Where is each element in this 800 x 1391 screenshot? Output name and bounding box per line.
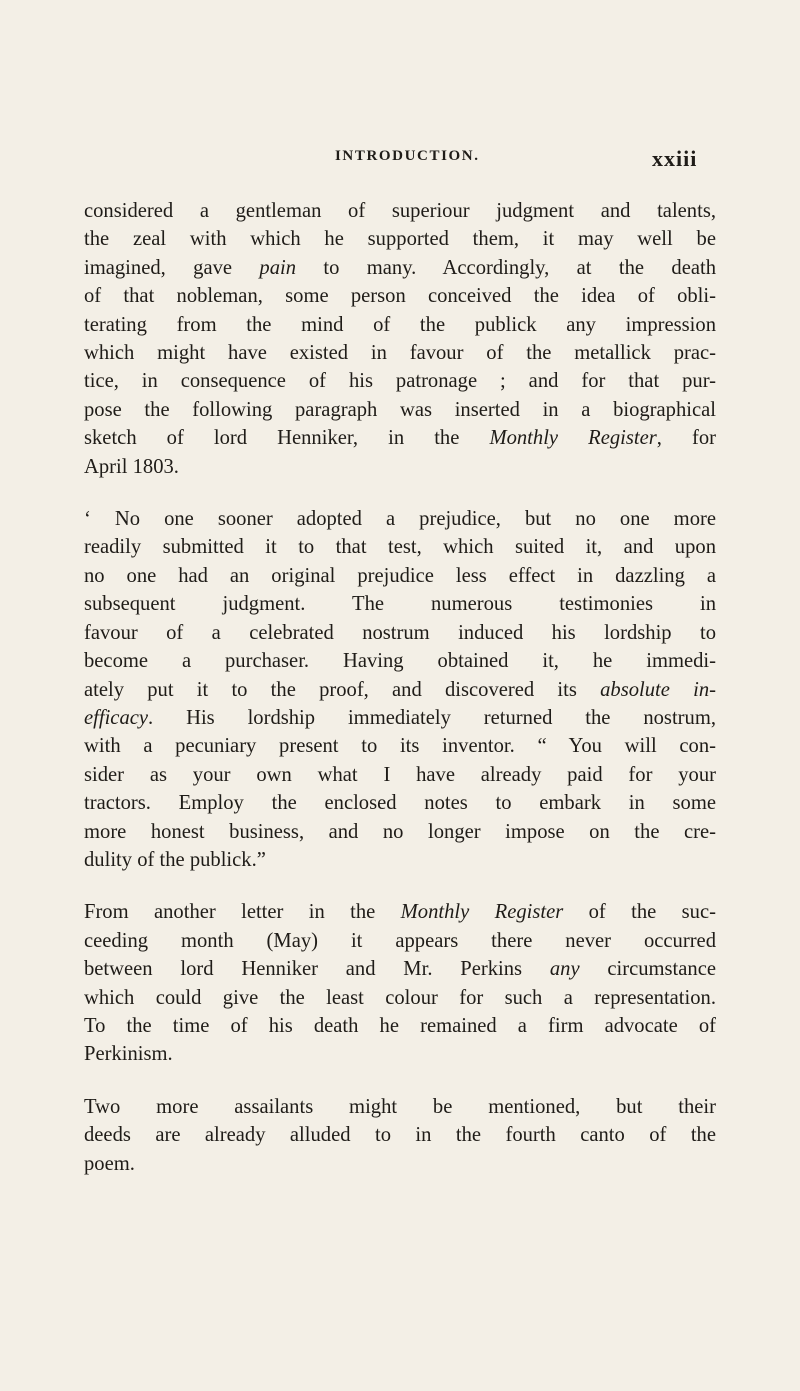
text-line <box>84 704 716 732</box>
text-line <box>84 619 716 647</box>
text-segment: which could give the least colour for such a representation. <box>84 986 716 1009</box>
paragraph <box>84 197 716 481</box>
text-line <box>84 562 716 590</box>
text-segment: sketch of lord Henniker, in the <box>84 427 490 450</box>
text-segment: tractors. Employ the enclosed notes to embark in some <box>84 792 716 815</box>
italic-text: absolute in- <box>600 678 716 701</box>
text-segment: deeds are already alluded to in the fourth canto of the <box>84 1124 716 1147</box>
page-header <box>0 148 800 178</box>
text-segment: dulity of the publick.” <box>84 848 266 871</box>
text-segment: tice, in consequence of his patronage ; and for that pur- <box>84 370 716 393</box>
text-segment: , for <box>656 427 716 450</box>
text-segment: readily submitted it to that test, which suited it, and upon <box>84 536 716 559</box>
text-line <box>84 367 716 395</box>
text-line <box>84 955 716 983</box>
text-segment: the zeal with which he supported them, it may well be <box>84 228 716 251</box>
text-line <box>84 453 716 481</box>
text-line <box>84 282 716 310</box>
paragraph <box>84 898 716 1068</box>
text-line <box>84 676 716 704</box>
italic-text: Monthly Register <box>489 427 657 450</box>
text-segment: of that nobleman, some person conceived the idea of obli- <box>84 285 716 308</box>
text-segment: Two more assailants might be mentioned, but their <box>84 1095 716 1118</box>
text-line <box>84 339 716 367</box>
text-line <box>84 254 716 282</box>
text-segment: April 1803. <box>84 455 179 478</box>
text-segment: no one had an original prejudice less effect in dazzling a <box>84 564 716 587</box>
italic-text: efficacy <box>84 706 149 729</box>
text-line <box>84 225 716 253</box>
text-line <box>84 505 716 533</box>
text-segment: terating from the mind of the publick any impression <box>84 313 716 336</box>
text-segment: with a pecuniary present to its inventor. “ You will con- <box>84 735 716 758</box>
text-segment: ceeding month (May) it appears there never occurred <box>84 929 716 952</box>
text-line <box>84 396 716 424</box>
text-line <box>84 590 716 618</box>
text-segment: considered a gentleman of superiour judgment and talents, <box>84 200 716 222</box>
text-line <box>84 789 716 817</box>
text-line <box>84 1150 716 1178</box>
text-line <box>84 898 716 926</box>
text-line <box>84 761 716 789</box>
text-line <box>84 647 716 675</box>
text-line <box>84 984 716 1012</box>
text-line <box>84 1012 716 1040</box>
italic-text: Monthly Register <box>400 901 564 924</box>
text-line <box>84 311 716 339</box>
text-segment: pose the following paragraph was inserted in a biographical <box>84 398 716 421</box>
page-number: xxiii <box>652 146 698 171</box>
text-segment: become a purchaser. Having obtained it, he immedi- <box>84 650 716 673</box>
text-segment: . His lordship immediately returned the nostrum, <box>148 706 716 729</box>
paragraph <box>84 1093 716 1178</box>
text-segment: favour of a celebrated nostrum induced his lordship to <box>84 621 716 644</box>
text-segment: From another letter in the <box>84 901 401 924</box>
text-line <box>84 1093 716 1121</box>
running-title: INTRODUCTION. <box>335 148 480 164</box>
text-line <box>84 927 716 955</box>
text-segment: more honest business, and no longer impose on the cre- <box>84 820 716 843</box>
text-segment: to many. Accordingly, at the death <box>296 256 716 279</box>
text-line <box>84 818 716 846</box>
text-segment: poem. <box>84 1152 135 1175</box>
italic-text: any <box>549 958 580 981</box>
text-segment: ‘ No one sooner adopted a prejudice, but no one more <box>84 508 716 531</box>
text-segment: sider as your own what I have already paid for your <box>84 763 716 786</box>
text-segment: To the time of his death he remained a firm advocate of <box>84 1014 716 1037</box>
italic-text: pain <box>259 256 297 279</box>
text-segment: Perkinism. <box>84 1043 173 1066</box>
text-line <box>84 533 716 561</box>
text-segment: circumstance <box>579 958 716 981</box>
text-line <box>84 424 716 452</box>
text-line <box>84 1121 716 1149</box>
text-line <box>84 1040 716 1068</box>
text-segment: which might have existed in favour of the metallick prac- <box>84 342 716 365</box>
text-line <box>84 732 716 760</box>
text-segment: of the suc- <box>563 901 716 924</box>
body-text <box>84 197 716 1178</box>
paragraph <box>84 505 716 874</box>
text-segment: imagined, gave <box>84 256 260 279</box>
text-segment: subsequent judgment. The numerous testimonies in <box>84 593 716 616</box>
text-segment: ately put it to the proof, and discovered its <box>84 678 601 701</box>
text-line <box>84 197 716 225</box>
text-segment: between lord Henniker and Mr. Perkins <box>84 958 550 981</box>
text-line <box>84 846 716 874</box>
